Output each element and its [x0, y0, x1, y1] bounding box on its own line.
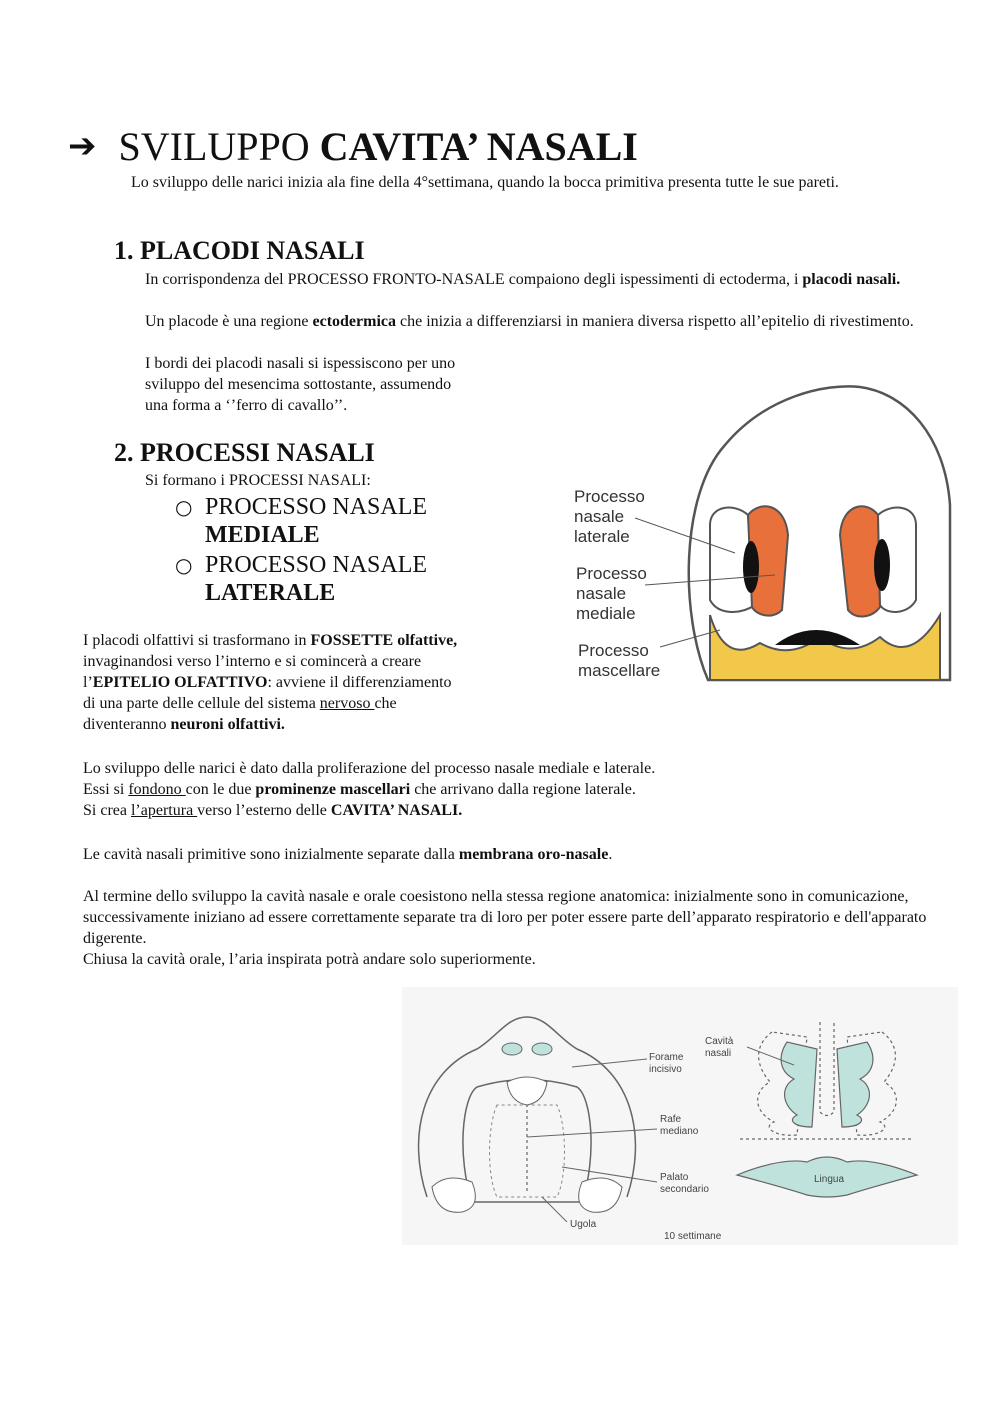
section1-p1-bold: placodi nasali.: [802, 271, 901, 288]
label-maxillary-1: Processo: [578, 641, 649, 660]
label-rafe-2: mediano: [660, 1126, 699, 1137]
section1-p2-bold: ectodermica: [312, 313, 396, 330]
conclusion-paragraph: Al termine dello sviluppo la cavità nasale e orale coesistono nella stessa regione anatomica: inizialmente sono in comunicazione, successivamente iniziano ad essere correttamente separate tra di loro per poter essere parte dell’apparato respiratorio e dell'apparato digerente.: [83, 888, 927, 947]
title-prefix: SVILUPPO: [118, 124, 320, 169]
membrana-bold: membrana oro-nasale: [458, 846, 609, 863]
circle-bullet-icon: ○: [175, 495, 193, 519]
olf-text: diventeranno: [83, 716, 171, 733]
label-lingua: Lingua: [814, 1174, 845, 1185]
section1-p3-line3: una forma a ‘’ferro di cavallo’’.: [145, 397, 348, 414]
incisive-foramen-left: [502, 1043, 522, 1055]
olf-bold: neuroni olfattivi.: [170, 716, 285, 733]
section1-p2-text-c: che inizia a differenziarsi in maniera diversa rispetto all’epitelio di rivestimento.: [396, 313, 914, 330]
label-forame-2: incisivo: [649, 1064, 682, 1075]
olf-text: invaginandosi verso l’interno e si comincerà a creare: [83, 653, 422, 670]
label-palato-1: Palato: [660, 1172, 689, 1183]
section1-p3-line2: sviluppo del mesencima sottostante, assumendo: [145, 376, 452, 393]
membrana-text: Le cavità nasali primitive sono inizialmente separate dalla: [83, 846, 459, 863]
section1-p2-text-a: Un placode è una regione: [145, 313, 313, 330]
incisive-foramen-right: [532, 1043, 552, 1055]
label-cavita-1: Cavità: [705, 1036, 734, 1047]
section1-p1-text: In corrispondenza del PROCESSO FRONTO-NASALE compaiono degli ispessimenti di ectoderma, i: [145, 271, 803, 288]
label-settimane: 10 settimane: [664, 1231, 722, 1242]
olf-text: I placodi olfattivi si trasformano in: [83, 632, 311, 649]
olf-bold: EPITELIO OLFATTIVO: [92, 674, 268, 691]
narici-text: Si crea: [83, 802, 131, 819]
label-ugola: Ugola: [570, 1219, 597, 1230]
title-bold: CAVITA’ NASALI: [319, 124, 638, 169]
label-rafe-1: Rafe: [660, 1114, 682, 1125]
bullet-item: [175, 493, 428, 549]
label-medial-2: nasale: [576, 584, 627, 603]
narici-bold: CAVITA’ NASALI.: [330, 802, 463, 819]
label-maxillary-2: mascellare: [578, 661, 661, 680]
section1-p3-line1: I bordi dei placodi nasali si ispessiscono per uno: [145, 355, 456, 372]
narici-underlined: l’apertura: [130, 802, 198, 819]
bullet-line1: PROCESSO NASALE: [205, 494, 428, 520]
label-medial-1: Processo: [576, 564, 647, 583]
nasal-pit-right: [874, 539, 890, 591]
section1-paragraph2: [145, 311, 935, 332]
bullet-item: [175, 551, 428, 607]
narici-text: che arrivano dalla regione laterale.: [410, 781, 636, 798]
narici-text: con le due: [185, 781, 256, 798]
narici-text: Essi si: [83, 781, 129, 798]
label-cavita-2: nasali: [705, 1048, 732, 1059]
conclusion-paragraph2: Chiusa la cavità orale, l’aria inspirata potrà andare solo superiormente.: [83, 951, 536, 968]
palate-figure: [402, 987, 958, 1245]
label-lateral-3: laterale: [574, 527, 630, 546]
olfactory-paragraph: [83, 630, 457, 735]
olf-text: l’: [83, 674, 93, 691]
narici-bold: prominenze mascellari: [255, 781, 411, 798]
label-palato-2: secondario: [660, 1184, 709, 1195]
medial-process-right: [840, 506, 880, 616]
intro-text: Lo sviluppo delle narici inizia ala fine della 4°settimana, quando la bocca primitiva presenta tutte le sue pareti.: [131, 174, 839, 191]
bullet-line2: MEDIALE: [205, 522, 320, 548]
section2-intro: Si formano i PROCESSI NASALI:: [145, 472, 371, 489]
membrane-paragraph: [83, 844, 612, 865]
label-lateral-1: Processo: [574, 487, 645, 506]
label-forame-1: Forame: [649, 1052, 684, 1063]
section1-paragraph1: [145, 269, 935, 290]
circle-bullet-icon: ○: [175, 553, 193, 577]
label-medial-3: mediale: [576, 604, 636, 623]
olf-text: di una parte delle cellule del sistema: [83, 695, 320, 712]
narici-text: verso l’esterno delle: [197, 802, 331, 819]
page-title: [68, 122, 638, 171]
bullet-line2: LATERALE: [205, 580, 336, 606]
olf-text: che: [374, 695, 397, 712]
membrana-text: .: [608, 846, 613, 863]
nasal-pit-left: [743, 541, 759, 593]
olf-underlined: nervoso: [319, 695, 375, 712]
bullet-line1: PROCESSO NASALE: [205, 552, 428, 578]
section1-heading: 1. PLACODI NASALI: [114, 236, 365, 265]
section2-heading: 2. PROCESSI NASALI: [114, 438, 375, 467]
narici-underlined: fondono: [128, 781, 186, 798]
narici-text: Lo sviluppo delle narici è dato dalla proliferazione del processo nasale mediale e laterale.: [83, 760, 656, 777]
olf-bold: FOSSETTE olfattive,: [310, 632, 458, 649]
embryo-face-figure: [560, 375, 960, 690]
nostrils-paragraph: [83, 758, 655, 821]
label-lateral-2: nasale: [574, 507, 625, 526]
olf-text: : avviene il differenziamento: [267, 674, 452, 691]
section1-paragraph3: [145, 353, 535, 416]
arrow-right-icon: ➔: [68, 126, 97, 166]
